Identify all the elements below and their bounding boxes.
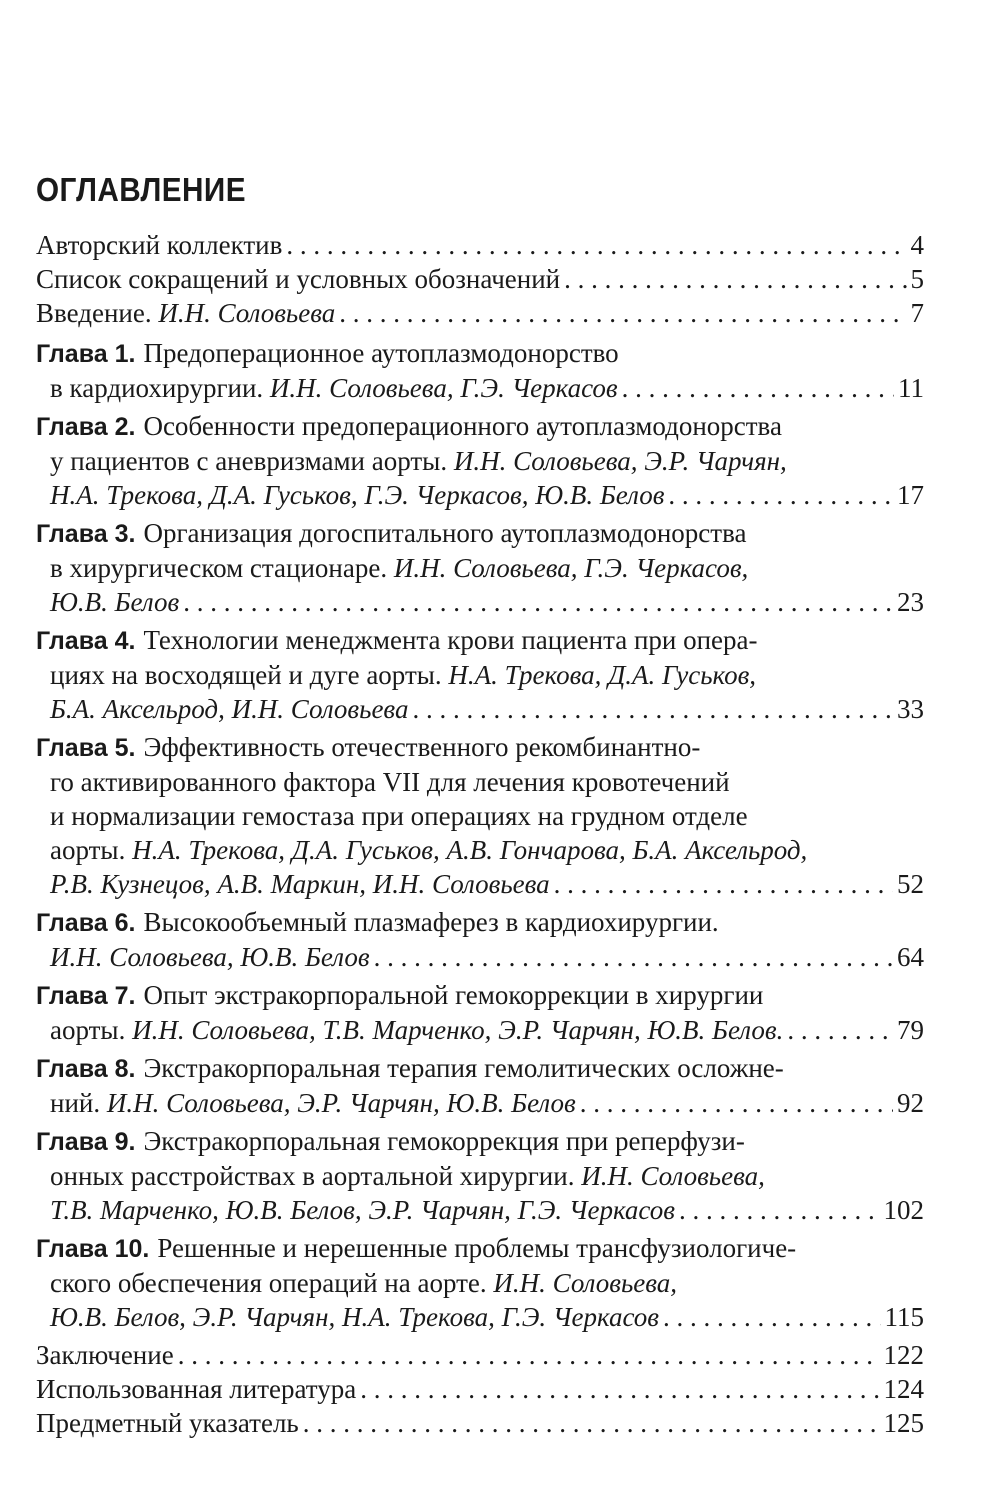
entry-title: Решенные и нерешенные проблемы трансфузиологиче- bbox=[157, 1233, 797, 1263]
toc-entry-chapter-1[interactable] bbox=[36, 336, 924, 405]
entry-authors: И.Н. Соловьева bbox=[158, 298, 336, 328]
entry-authors: Ю.В. Белов bbox=[50, 587, 180, 617]
entry-title: Эффективность отечественного рекомбинантно- bbox=[143, 732, 701, 762]
entry-title: Введение. bbox=[36, 298, 152, 328]
dot-leader bbox=[622, 371, 894, 405]
entry-authors: Р.В. Кузнецов, А.В. Маркин, И.Н. Соловьева bbox=[50, 869, 550, 899]
entry-title: Предоперационное аутоплазмодонорство bbox=[143, 338, 619, 368]
toc-entry-chapter-9[interactable] bbox=[36, 1124, 924, 1227]
toc-entry-abbreviations[interactable] bbox=[36, 262, 924, 296]
entry-authors: И.Н. Соловьева, Т.В. Марченко, Э.Р. Чарчян, Ю.В. Белов. bbox=[132, 1015, 784, 1045]
entry-title: онных расстройствах в аортальной хирургии. bbox=[50, 1161, 575, 1191]
dot-leader bbox=[360, 1372, 879, 1406]
entry-title: циях на восходящей и дуге аорты. bbox=[50, 660, 442, 690]
page-number: 17 bbox=[897, 480, 924, 510]
dot-leader bbox=[178, 1338, 880, 1372]
dot-leader bbox=[183, 585, 893, 619]
page-number: 125 bbox=[883, 1408, 924, 1438]
entry-title: аорты. bbox=[50, 1015, 126, 1045]
chapter-number: Глава 2. bbox=[36, 413, 136, 441]
toc-entry-chapter-7[interactable] bbox=[36, 978, 924, 1047]
entry-authors: И.Н. Соловьева, Г.Э. Черкасов bbox=[269, 373, 618, 403]
toc-entry-chapter-10[interactable] bbox=[36, 1231, 924, 1334]
toc-entry-chapter-2[interactable] bbox=[36, 409, 924, 512]
toc-entry-chapter-8[interactable] bbox=[36, 1051, 924, 1120]
entry-authors: Н.А. Трекова, Д.А. Гуськов, Г.Э. Черкасов, Ю.В. Белов bbox=[50, 480, 665, 510]
dot-leader bbox=[663, 1300, 880, 1334]
chapter-number: Глава 3. bbox=[36, 520, 136, 548]
chapter-number: Глава 8. bbox=[36, 1055, 136, 1083]
entry-title: Высокообъемный плазмаферез в кардиохирургии. bbox=[143, 907, 719, 937]
entry-authors: Н.А. Трекова, Д.А. Гуськов, bbox=[448, 660, 757, 690]
page-number: 7 bbox=[910, 298, 924, 328]
entry-title: у пациентов с аневризмами аорты. bbox=[50, 446, 448, 476]
entry-title: Авторский коллектив bbox=[36, 230, 283, 260]
page-number: 115 bbox=[884, 1302, 924, 1332]
entry-title: Экстракорпоральная гемокоррекция при реперфузи- bbox=[143, 1126, 745, 1156]
toc-entry-references[interactable] bbox=[36, 1372, 924, 1406]
dot-leader bbox=[303, 1406, 880, 1440]
dot-leader bbox=[787, 1013, 893, 1047]
page-number: 5 bbox=[910, 264, 924, 294]
page-number: 92 bbox=[897, 1088, 924, 1118]
toc-page bbox=[36, 168, 924, 1440]
page-number: 52 bbox=[897, 869, 924, 899]
entry-authors: И.Н. Соловьева, Ю.В. Белов bbox=[50, 942, 370, 972]
entry-title: Опыт экстракорпоральной гемокоррекции в хирургии bbox=[143, 980, 764, 1010]
chapter-number: Глава 9. bbox=[36, 1128, 136, 1156]
chapter-number: Глава 6. bbox=[36, 909, 136, 937]
entry-authors: И.Н. Соловьева, bbox=[493, 1268, 678, 1298]
toc-entry-chapter-5[interactable] bbox=[36, 730, 924, 901]
dot-leader bbox=[286, 228, 906, 262]
dot-leader bbox=[679, 1193, 880, 1227]
dot-leader bbox=[554, 867, 893, 901]
dot-leader bbox=[564, 262, 906, 296]
toc-entry-chapter-4[interactable] bbox=[36, 623, 924, 726]
entry-title: Использованная литература bbox=[36, 1374, 357, 1404]
toc-entry-subject-index[interactable] bbox=[36, 1406, 924, 1440]
chapter-number: Глава 1. bbox=[36, 340, 136, 368]
dot-leader bbox=[339, 296, 906, 330]
page-number: 102 bbox=[883, 1195, 924, 1225]
entry-title: Заключение bbox=[36, 1340, 174, 1370]
page-number: 4 bbox=[910, 230, 924, 260]
entry-title: Технологии менеджмента крови пациента при опера- bbox=[143, 625, 758, 655]
page-number: 23 bbox=[897, 587, 924, 617]
entry-authors: И.Н. Соловьева, bbox=[581, 1161, 765, 1191]
entry-authors: Б.А. Аксельрод, И.Н. Соловьева bbox=[50, 694, 409, 724]
entry-title: Список сокращений и условных обозначений bbox=[36, 264, 561, 294]
toc-entry-conclusion[interactable] bbox=[36, 1338, 924, 1372]
chapter-number: Глава 4. bbox=[36, 627, 136, 655]
entry-authors: Т.В. Марченко, Ю.В. Белов, Э.Р. Чарчян, Г.Э. Черкасов bbox=[50, 1195, 675, 1225]
entry-title: и нормализации гемостаза при операциях на грудном отделе bbox=[50, 801, 748, 831]
toc-entry-authors-collective[interactable] bbox=[36, 228, 924, 262]
entry-authors: И.Н. Соловьева, Э.Р. Чарчян, Ю.В. Белов bbox=[106, 1088, 576, 1118]
entry-title: Особенности предоперационного аутоплазмодонорства bbox=[143, 411, 782, 441]
chapter-number: Глава 10. bbox=[36, 1235, 150, 1263]
entry-authors: Н.А. Трекова, Д.А. Гуськов, А.В. Гончарова, Б.А. Аксельрод, bbox=[132, 835, 808, 865]
entry-title: в хирургическом стационаре. bbox=[50, 553, 388, 583]
entry-title: Организация догоспитального аутоплазмодонорства bbox=[143, 518, 747, 548]
entry-authors: И.Н. Соловьева, Э.Р. Чарчян, bbox=[453, 446, 787, 476]
toc-entry-chapter-6[interactable] bbox=[36, 905, 924, 974]
toc-list bbox=[36, 228, 924, 1440]
entry-authors: Ю.В. Белов, Э.Р. Чарчян, Н.А. Трекова, Г.Э. Черкасов bbox=[50, 1302, 660, 1332]
toc-entry-introduction[interactable] bbox=[36, 296, 924, 330]
entry-title: го активированного фактора VII для лечения кровотечений bbox=[50, 767, 730, 797]
page-number: 64 bbox=[897, 942, 924, 972]
dot-leader bbox=[374, 940, 893, 974]
chapter-number: Глава 7. bbox=[36, 982, 136, 1010]
entry-title: ского обеспечения операций на аорте. bbox=[50, 1268, 487, 1298]
page-number: 122 bbox=[883, 1340, 924, 1370]
entry-title: аорты. bbox=[50, 835, 126, 865]
dot-leader bbox=[580, 1086, 893, 1120]
toc-title: ОГЛАВЛЕНИЕ bbox=[36, 171, 246, 208]
chapter-number: Глава 5. bbox=[36, 734, 136, 762]
page-number: 79 bbox=[897, 1015, 924, 1045]
dot-leader bbox=[412, 692, 893, 726]
entry-title: Экстракорпоральная терапия гемолитических осложне- bbox=[143, 1053, 784, 1083]
entry-title: в кардиохирургии. bbox=[50, 373, 264, 403]
dot-leader bbox=[668, 478, 893, 512]
entry-title: Предметный указатель bbox=[36, 1408, 299, 1438]
entry-authors: И.Н. Соловьева, Г.Э. Черкасов, bbox=[393, 553, 749, 583]
entry-title: ний. bbox=[50, 1088, 101, 1118]
toc-entry-chapter-3[interactable] bbox=[36, 516, 924, 619]
page-number: 124 bbox=[883, 1374, 924, 1404]
page-number: 33 bbox=[897, 694, 924, 724]
page-number: 11 bbox=[898, 373, 924, 403]
